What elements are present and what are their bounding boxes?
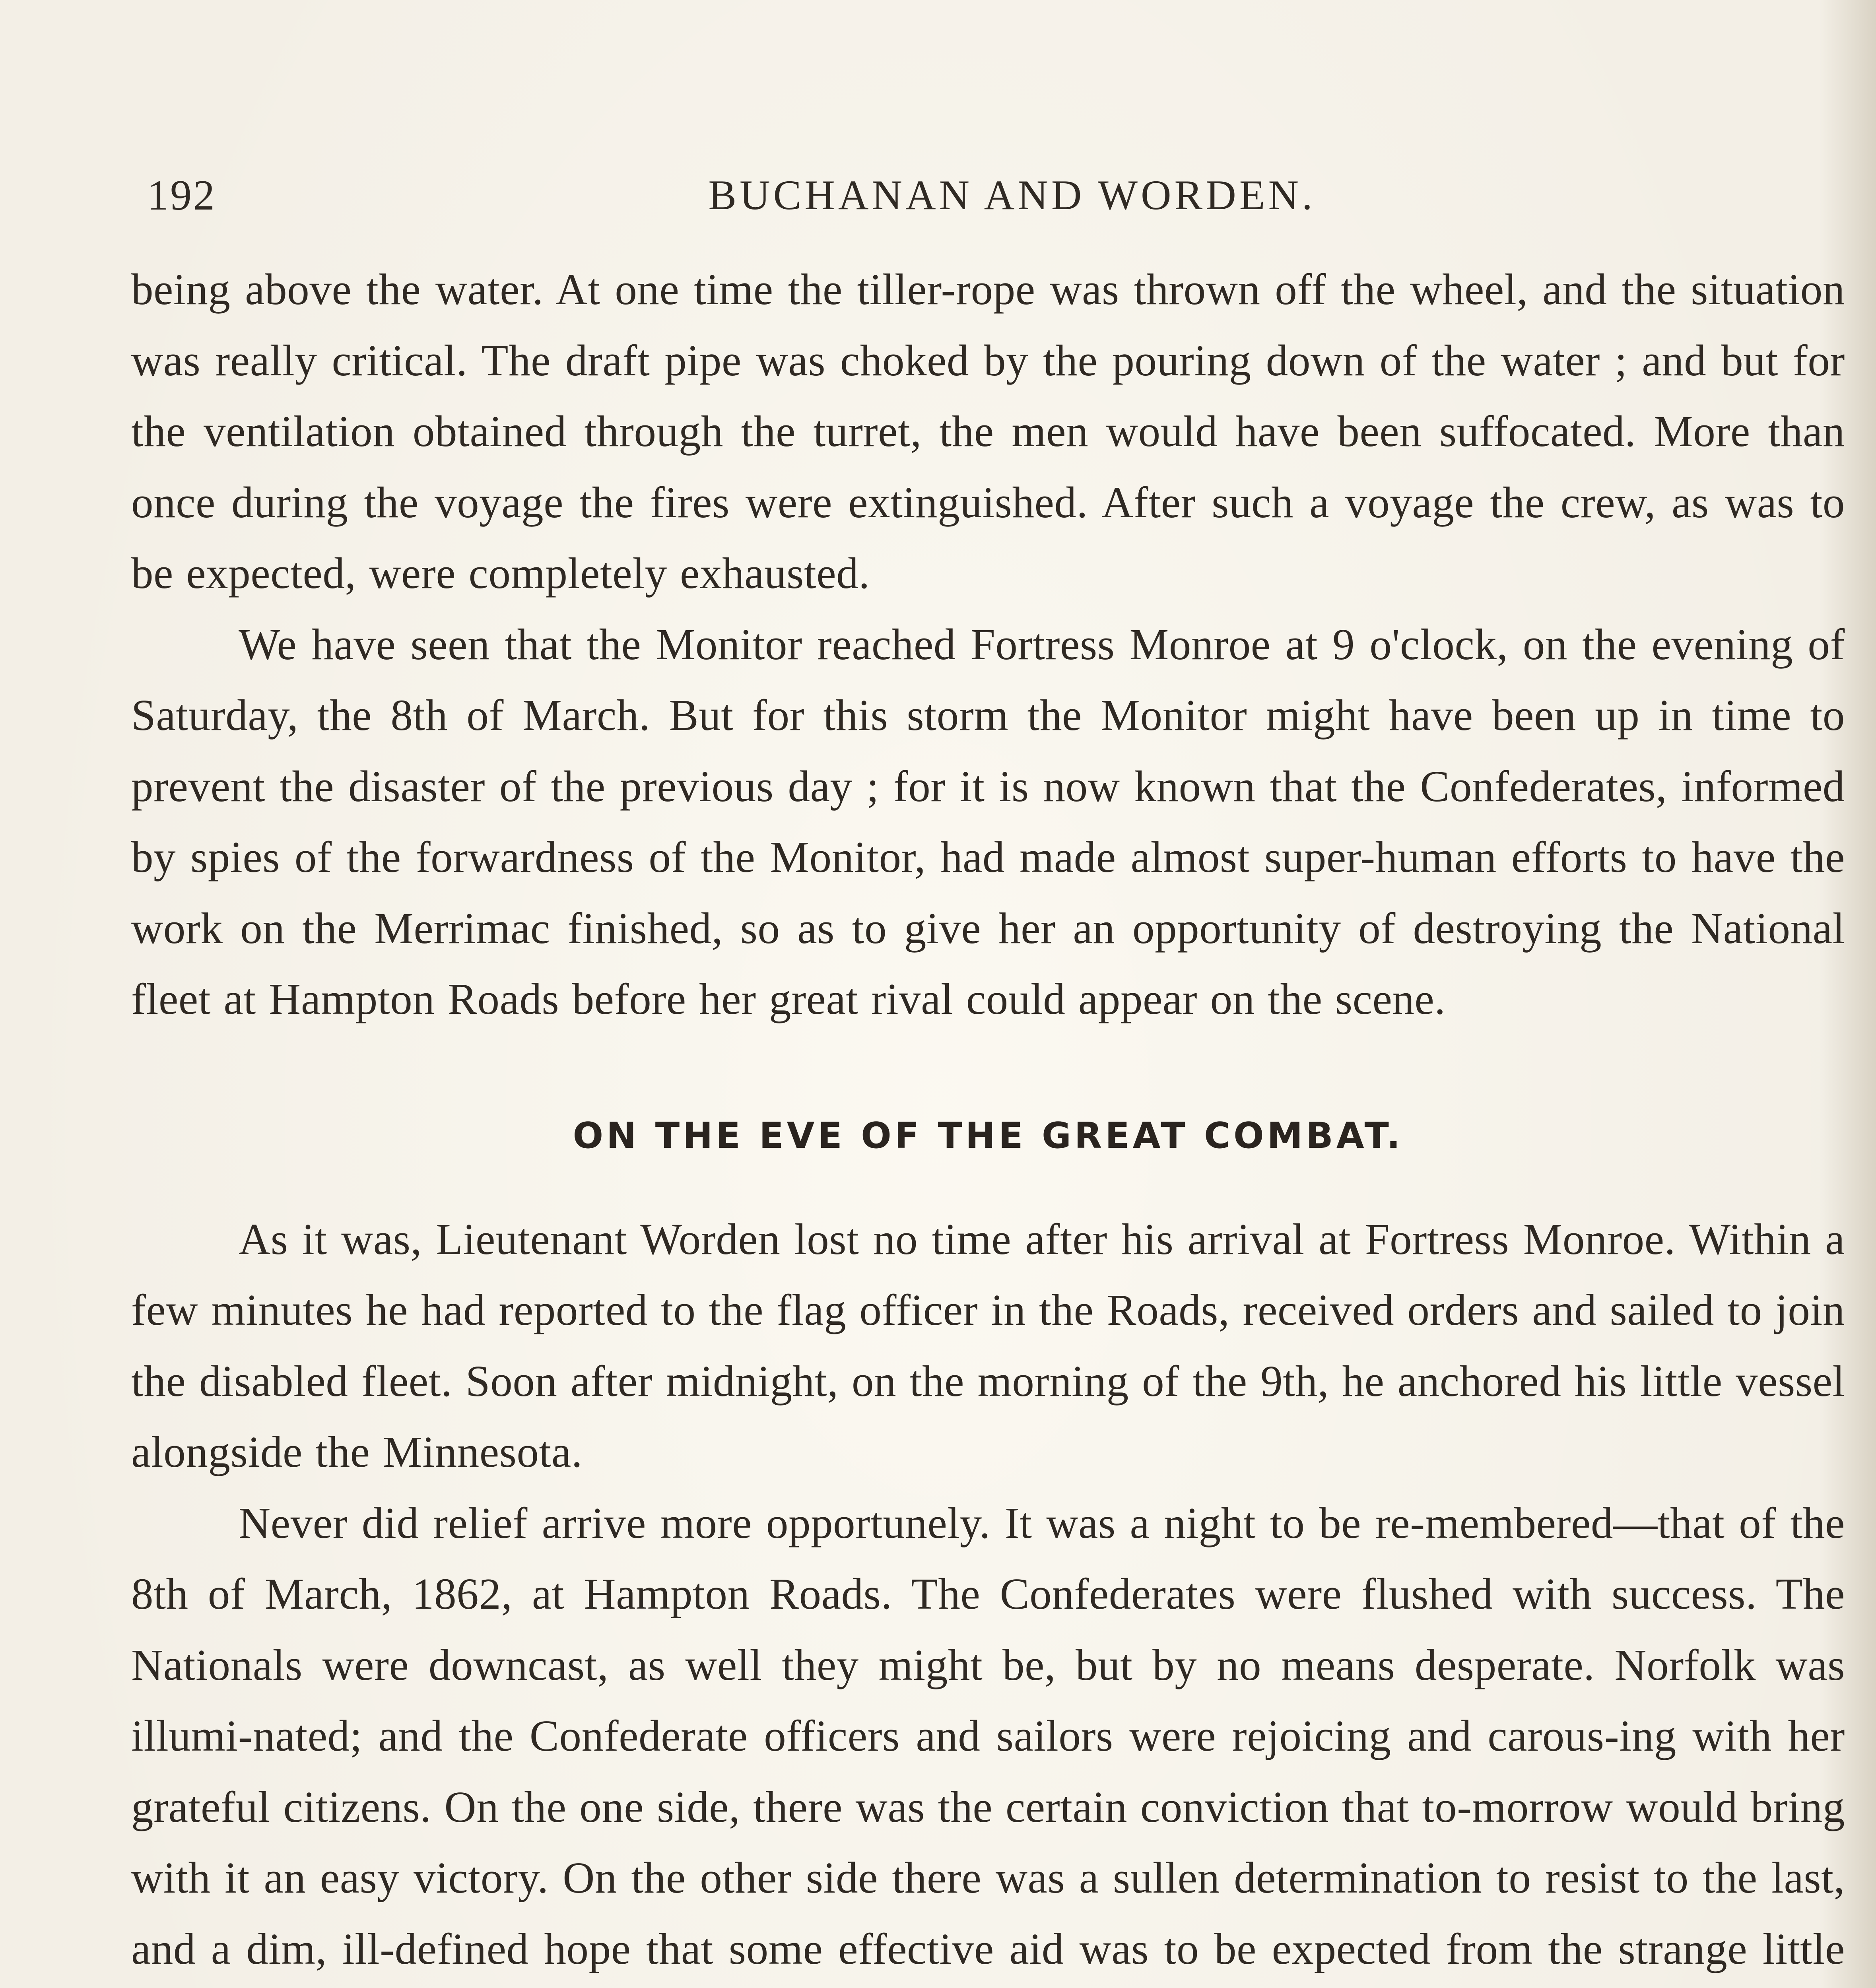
page-number: 192 — [147, 172, 216, 219]
paragraph: being above the water. At one time the tiller-rope was thrown off the wheel, and the situation was really critical. The draft pipe was choked by the pouring down of the water ; and but for the ventilation obtained through the turret, the men would have been suffocated. More than once during the voyage the fires were extinguished. After such a voyage the crew, as was to be expected, were completely exhausted. — [131, 265, 1845, 598]
running-title: BUCHANAN AND WORDEN. — [708, 172, 1316, 218]
section-heading: ON THE EVE OF THE GREAT COMBAT. — [573, 1114, 1404, 1157]
body-text — [131, 254, 1845, 1988]
paragraph: Never did relief arrive more opportunely. It was a night to be re-membered—that of the 8th of March, 1862, at Hampton Roads. The Confederates were flushed with success. The Nationals were downcast, as well they might be, but by no means desperate. Norfolk was illumi-nated; and the Confederate officers and sailors were rejoicing and carous-ing with her grateful citizens. On the one side, there was the certain conviction that to-morrow would bring with it an easy victory. On the other side there was a sullen determination to resist to the last, and a dim, ill-defined hope that some effective aid was to be expected from the strange little — [131, 1499, 1845, 1974]
paragraph: We have seen that the Monitor reached Fortress Monroe at 9 o'clock, on the evening of Saturday, the 8th of March. But for this storm the Monitor might have been up in time to prevent the disaster of the previous day ; for it is now known that the Confederates, informed by spies of the forwardness of the Monitor, had made almost super-human efforts to have the work on the Merrimac finished, so as to give her an opportunity of destroying the National fleet at Hampton Roads before her great rival could appear on the scene. — [131, 620, 1845, 1024]
running-head — [147, 171, 1825, 231]
paragraph: As it was, Lieutenant Worden lost no time after his arrival at Fortress Monroe. Within a few minutes he had reported to the flag officer in the Roads, received orders and sailed to join the disabled fleet. Soon after midnight, on the morning of the 9th, he anchored his little vessel alongside the Minnesota. — [131, 1215, 1845, 1477]
